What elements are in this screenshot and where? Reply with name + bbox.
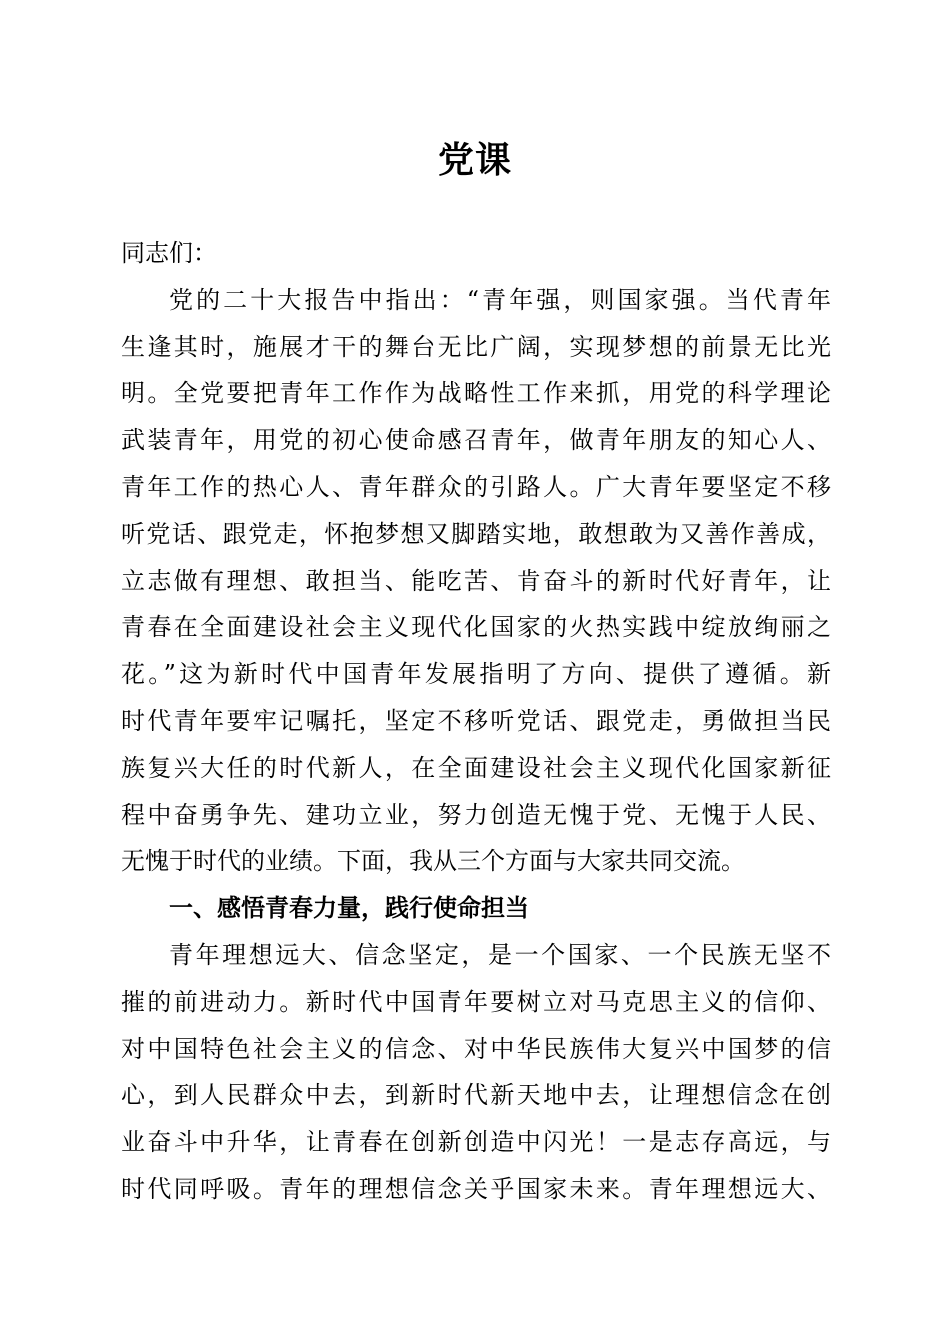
paragraph-line: 族复兴大任的时代新人，在全面建设社会主义现代化国家新征 [121, 753, 831, 782]
paragraph-line: 花。”这为新时代中国青年发展指明了方向、提供了遵循。新 [121, 660, 831, 689]
paragraph-line: 武装青年，用党的初心使命感召青年，做青年朋友的知心人、 [121, 426, 831, 455]
paragraph-line: 程中奋勇争先、建功立业，努力创造无愧于党、无愧于人民、 [121, 800, 831, 829]
paragraph-line: 无愧于时代的业绩。下面，我从三个方面与大家共同交流。 [121, 847, 745, 876]
paragraph-line: 青年工作的热心人、青年群众的引路人。广大青年要坚定不移 [121, 472, 831, 501]
document-title: 党课 [437, 139, 512, 181]
document-body [121, 230, 831, 1213]
paragraph-line: 时代青年要牢记嘱托，坚定不移听党话、跟党走，勇做担当民 [121, 706, 831, 735]
paragraph-section-one [121, 932, 831, 1213]
paragraph-line: 业奋斗中升华，让青春在创新创造中闪光！一是志存高远，与 [121, 1128, 831, 1157]
paragraph-line: 对中国特色社会主义的信念、对中华民族伟大复兴中国梦的信 [121, 1034, 831, 1063]
paragraph-intro [121, 277, 831, 885]
paragraph-line: 党的二十大报告中指出：“青年强，则国家强。当代青年 [169, 285, 831, 314]
paragraph-line: 青年理想远大、信念坚定，是一个国家、一个民族无坚不 [169, 940, 831, 969]
salutation: 同志们： [121, 239, 217, 267]
paragraph-line: 心，到人民群众中去，到新时代新天地中去，让理想信念在创 [121, 1081, 831, 1110]
section-heading: 一、感悟青春力量，践行使命担当 [169, 894, 529, 923]
paragraph-line: 明。全党要把青年工作作为战略性工作来抓，用党的科学理论 [121, 379, 831, 408]
paragraph-line: 摧的前进动力。新时代中国青年要树立对马克思主义的信仰、 [121, 987, 831, 1016]
paragraph-line: 青春在全面建设社会主义现代化国家的火热实践中绽放绚丽之 [121, 613, 831, 642]
paragraph-line: 时代同呼吸。青年的理想信念关乎国家未来。青年理想远大、 [121, 1174, 831, 1203]
paragraph-line: 生逢其时，施展才干的舞台无比广阔，实现梦想的前景无比光 [121, 332, 831, 361]
paragraph-line: 立志做有理想、敢担当、能吃苦、肯奋斗的新时代好青年，让 [121, 566, 831, 595]
paragraph-line: 听党话、跟党走，怀抱梦想又脚踏实地，敢想敢为又善作善成， [121, 519, 831, 548]
